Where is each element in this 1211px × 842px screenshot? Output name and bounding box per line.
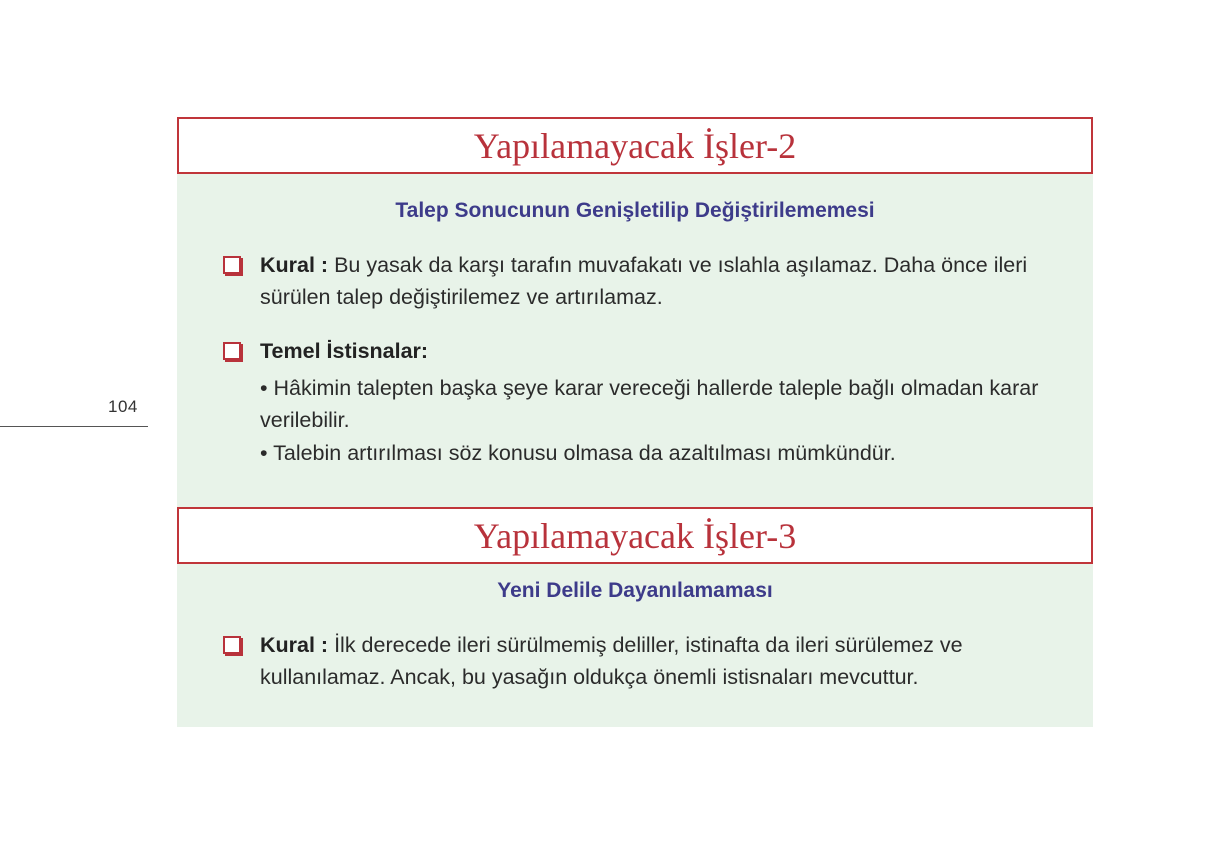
content-panel	[177, 117, 1093, 727]
section-title-box	[177, 117, 1093, 174]
list-item	[223, 629, 1063, 693]
page-number-rule	[0, 426, 148, 427]
section-subtitle: Talep Sonucunun Genişletilip Değiştirilememesi	[395, 199, 875, 222]
section-title: Yapılamayacak İşler-3	[473, 515, 797, 556]
list-item-label: Kural :	[260, 633, 329, 657]
list-item-label: Kural :	[260, 253, 329, 277]
page-number: 104	[108, 397, 138, 416]
sub-list-item: • Hâkimin talepten başka şeye karar vereceği hallerde taleple bağlı olmadan karar verilebilir.	[260, 376, 1039, 432]
list-item-text	[260, 249, 1063, 313]
list-item-label: Temel İstisnalar:	[260, 339, 429, 363]
checkbox-square-icon	[223, 256, 241, 274]
list-item-text	[260, 335, 1063, 367]
list-item	[223, 249, 1063, 313]
section-subtitle: Yeni Delile Dayanılamaması	[497, 579, 773, 602]
section-title-box	[177, 507, 1093, 564]
list-item-text	[260, 629, 1063, 693]
checkbox-square-icon	[223, 342, 241, 360]
section-title: Yapılamayacak İşler-2	[473, 125, 797, 166]
list-item-body: Bu yasak da karşı tarafın muvafakatı ve ıslahla aşılamaz. Daha önce ileri sürülen talep değiştirilemez ve artırılamaz.	[260, 253, 1028, 309]
sub-list-item: • Talebin artırılması söz konusu olmasa da azaltılması mümkündür.	[260, 441, 896, 465]
list-item-body: İlk derecede ileri sürülmemiş deliller, istinafta da ileri sürülemez ve kullanılamaz. Ancak, bu yasağın oldukça önemli istisnaları mevcuttur.	[260, 633, 963, 689]
checkbox-square-icon	[223, 636, 241, 654]
list-item	[223, 335, 1063, 367]
